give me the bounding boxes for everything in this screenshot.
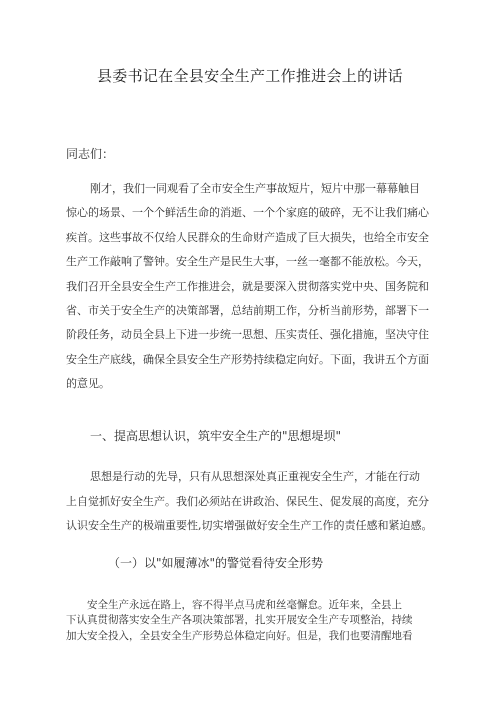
- paragraph-line: 省、市关于安全生产的决策部署，总结前期工作，分析当前形势，部署下一: [66, 304, 429, 318]
- paragraph-line: 加大安全投入，全县安全生产形势总体稳定向好。但是，我们也要清醒地看: [66, 629, 413, 642]
- paragraph-line: 下认真贯彻落实安全生产各项决策部署，扎实开展安全生产专项整治，持续: [66, 614, 413, 627]
- paragraph-line: 思想是行动的先导，只有从思想深处真正重视安全生产，才能在行动: [90, 470, 420, 483]
- paragraph-line: 刚才，我们一同观看了全市安全生产事故短片，短片中那一幕幕触目: [90, 182, 420, 195]
- paragraph-line: 疾首。这些事故不仅给人民群众的生命财产造成了巨大损失，也给全市安全: [66, 230, 429, 244]
- paragraph-line: 安全生产永远在路上，容不得半点马虎和丝毫懈怠。近年来，全县上: [87, 599, 402, 611]
- subsection-paragraph: [66, 598, 444, 644]
- paragraph-line: 认识安全生产的极端重要性,切实增强做好安全生产工作的责任感和紧迫感。: [66, 519, 433, 533]
- section-heading: 一、提高思想认识，筑牢安全生产的"思想堤坝": [90, 429, 342, 443]
- section-paragraph: [66, 465, 444, 539]
- paragraph-line: 安全生产底线，确保全县安全生产形势持续稳定向好。下面，我讲五个方面: [66, 352, 429, 366]
- paragraph-line: 惊心的场景、一个个鲜活生命的消逝、一个个家庭的破碎，无不让我们痛心: [66, 206, 429, 220]
- document-title: 县委书记在全县安全生产工作推进会上的讲话: [96, 67, 403, 85]
- subsection-heading: （一）以"如履薄冰"的警觉看待安全形势: [108, 556, 324, 570]
- salutation: 同志们：: [66, 147, 115, 161]
- paragraph-line: 上自觉抓好安全生产。我们必须站在讲政治、保民生、促发展的高度，充分: [66, 494, 429, 508]
- paragraph-line: 的意见。: [66, 377, 110, 391]
- intro-paragraph: [66, 177, 444, 397]
- paragraph-line: 阶段任务，动员全县上下进一步统一思想、压实责任、强化措施，坚决守住: [66, 328, 429, 342]
- paragraph-line: 我们召开全县安全生产工作推进会，就是要深入贯彻落实党中央、国务院和: [66, 279, 429, 293]
- paragraph-line: 生产工作敲响了警钟。安全生产是民生大事，一丝一毫都不能放松。今天，: [66, 255, 429, 269]
